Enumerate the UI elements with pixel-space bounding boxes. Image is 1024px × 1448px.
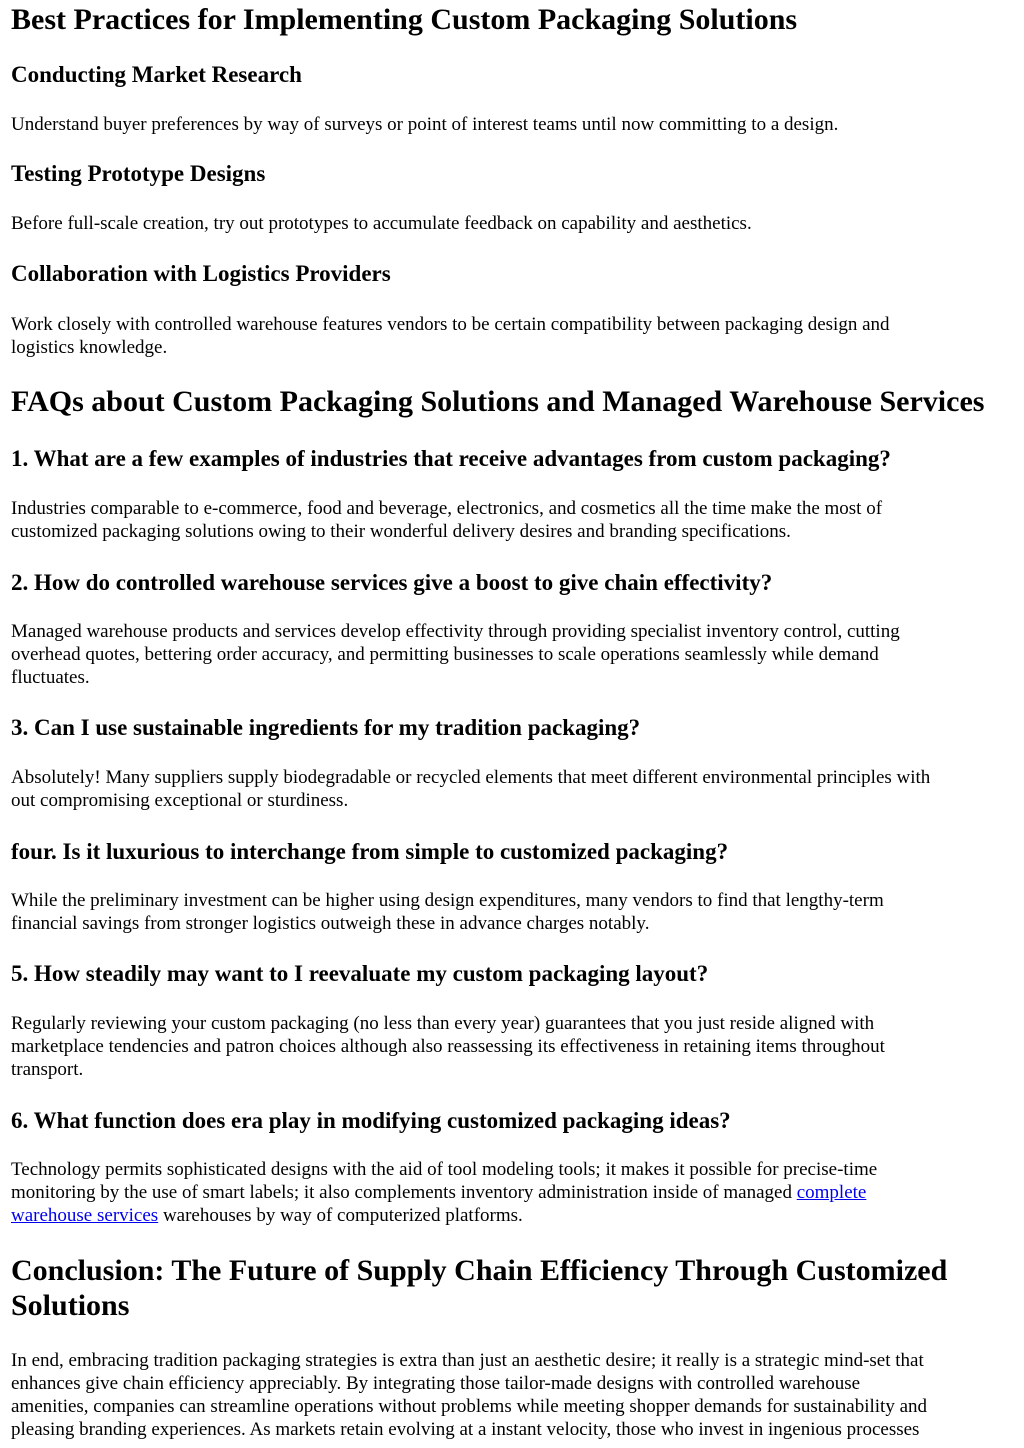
faq-question-5: 5. How steadily may want to I reevaluate my custom packaging layout? bbox=[11, 961, 709, 986]
logistics-collaboration-text-line: logistics knowledge. bbox=[11, 337, 168, 358]
conclusion-text-line: amenities, companies can streamline operations without problems while meeting shopper demands for sustainability and bbox=[11, 1396, 927, 1417]
faq-answer-1-line: Industries comparable to e-commerce, food and beverage, electronics, and cosmetics all the time make the most of bbox=[11, 498, 883, 519]
faq-answer-6-line bbox=[11, 1204, 523, 1227]
faq-question-6: 6. What function does era play in modifying customized packaging ideas? bbox=[11, 1108, 731, 1133]
market-research-text: Understand buyer preferences by way of surveys or point of interest teams until now committing to a design. bbox=[11, 114, 839, 135]
faq-answer-6-line: Technology permits sophisticated designs with the aid of tool modeling tools; it makes it possible for precise-time bbox=[11, 1159, 878, 1180]
faq-answer-4-line: financial savings from stronger logistics outweigh these in advance charges notably. bbox=[11, 913, 650, 934]
prototype-designs-heading: Testing Prototype Designs bbox=[11, 161, 266, 186]
logistics-collaboration-heading: Collaboration with Logistics Providers bbox=[11, 261, 391, 286]
logistics-collaboration-text-line: Work closely with controlled warehouse features vendors to be certain compatibility between packaging design and bbox=[11, 314, 890, 335]
faq-answer-4-line: While the preliminary investment can be higher using design expenditures, many vendors to find that lengthy-term bbox=[11, 890, 884, 911]
conclusion-text-line: enhances give chain efficiency appreciably. By integrating those tailor-made designs with controlled warehouse bbox=[11, 1373, 861, 1394]
market-research-heading: Conducting Market Research bbox=[11, 62, 302, 87]
faq-answer-2-line: overhead quotes, bettering order accuracy, and permitting businesses to scale operations seamlessly while demand bbox=[11, 644, 879, 665]
prototype-designs-text: Before full-scale creation, try out prototypes to accumulate feedback on capability and aesthetics. bbox=[11, 213, 752, 234]
faq-question-1: 1. What are a few examples of industries that receive advantages from custom packaging? bbox=[11, 446, 891, 471]
faq-answer-3-line: out compromising exceptional or sturdiness. bbox=[11, 790, 349, 811]
faq-answer-6-line bbox=[11, 1181, 866, 1204]
complete-warehouse-services-link[interactable]: warehouse services bbox=[11, 1205, 159, 1226]
faq-question-4: four. Is it luxurious to interchange from simple to customized packaging? bbox=[11, 839, 729, 864]
faq-answer-6-text: monitoring by the use of smart labels; it also complements inventory administration inside of managed bbox=[11, 1182, 797, 1203]
faq-answer-5-line: transport. bbox=[11, 1059, 84, 1080]
faq-question-3: 3. Can I use sustainable ingredients for my tradition packaging? bbox=[11, 715, 641, 740]
faq-answer-2-line: Managed warehouse products and services develop effectivity through providing specialist inventory control, cutting bbox=[11, 621, 900, 642]
conclusion-text-line: In end, embracing tradition packaging strategies is extra than just an aesthetic desire; it really is a strategic mind-set that bbox=[11, 1350, 924, 1371]
conclusion-heading: Conclusion: The Future of Supply Chain Efficiency Through Customized Solutions bbox=[11, 1254, 948, 1322]
best-practices-heading: Best Practices for Implementing Custom Packaging Solutions bbox=[11, 3, 798, 36]
complete-warehouse-services-link[interactable]: complete bbox=[796, 1182, 867, 1203]
conclusion-text-line: pleasing branding experiences. As markets retain evolving at a instant velocity, those who invest in ingenious processes bbox=[11, 1419, 920, 1440]
faq-answer-2-line: fluctuates. bbox=[11, 667, 90, 688]
faq-answer-1-line: customized packaging solutions owing to their wonderful delivery desires and branding specifications. bbox=[11, 521, 791, 542]
faqs-heading: FAQs about Custom Packaging Solutions and Managed Warehouse Services bbox=[11, 385, 985, 418]
faq-answer-3-line: Absolutely! Many suppliers supply biodegradable or recycled elements that meet different environmental principles with bbox=[11, 767, 931, 788]
faq-answer-5-line: marketplace tendencies and patron choices although also reassessing its effectiveness in retaining items throughout bbox=[11, 1036, 885, 1057]
faq-answer-6-text: warehouses by way of computerized platforms. bbox=[158, 1205, 523, 1226]
faq-question-2: 2. How do controlled warehouse services give a boost to give chain effectivity? bbox=[11, 570, 773, 595]
faq-answer-5-line: Regularly reviewing your custom packaging (no less than every year) guarantees that you just reside aligned with bbox=[11, 1013, 875, 1034]
